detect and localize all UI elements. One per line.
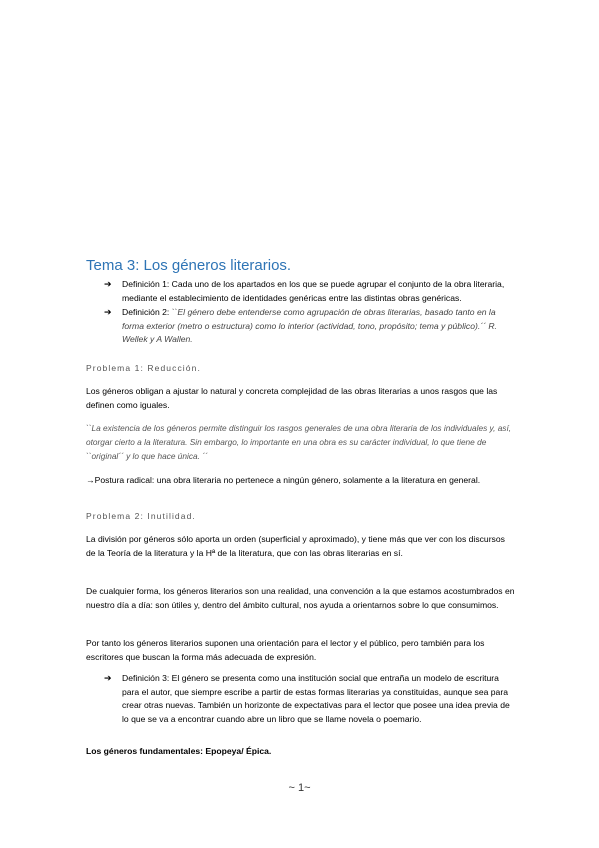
definition-2-text: ``El género debe entenderse como agrupación de obras literarias, basado tanto en la forma exterior (metro o estructura) como lo interior (actividad, tono, propósito; tema y público).´´ R. Wellek y A Wallen. (122, 307, 497, 345)
definition-3-list (104, 672, 514, 726)
postura-radical-paragraph: →Postura radical: una obra literaria no pertenece a ningún género, solamente a la literatura en general. (86, 475, 481, 485)
definition-1-label: Definición 1 (122, 279, 167, 289)
definition-3-text: Definición 3: El género se presenta como una institución social que entraña un modelo de escritura para el autor, que siempre escribe a partir de estas formas literarias ya constituidas, aunque sea para crear otras nuevas. También un horizonte de expectativas para el lector que posee una idea previa de lo que se va a encontrar cuando abre un libro que se llame novela o poemario. (122, 673, 510, 724)
problem-2-heading: Problema 2: Inutilidad. (86, 511, 196, 521)
definition-2-label: Definición 2 (122, 307, 167, 318)
paragraph-3: De cualquier forma, los géneros literarios son una realidad, una convención a la que estamos acostumbrados en nuestro día a día: son útiles y, dentro del ámbito cultural, nos ayuda a orientarnos sobre lo que consumimos. (86, 586, 515, 610)
paragraph-1: Los géneros obligan a ajustar lo natural y concreta complejidad de las obras literarias a unos rasgos que las definen como iguales. (86, 386, 498, 410)
page-title: Tema 3: Los géneros literarios. (86, 257, 292, 274)
definition-2-item (104, 306, 514, 347)
arrow-bullet-icon: ➔ (104, 279, 112, 289)
definition-2-colon: : (166, 307, 172, 318)
quote-paragraph: ``La existencia de los géneros permite distinguir los rasgos generales de una obra literaria de los individuales y, así, otorgar cierto a la literatura. Sin embargo, lo importante en una obra es su carácter individual, lo que tiene de ``original´´ y lo que hace única. ´´ (86, 423, 512, 461)
fundamental-genres-heading: Los géneros fundamentales: Epopeya/ Épica. (86, 746, 272, 756)
definition-3-item (104, 672, 514, 726)
arrow-bullet-icon: ➔ (104, 307, 112, 318)
problem-1-heading: Problema 1: Reducción. (86, 363, 201, 373)
definition-1-item (104, 278, 514, 305)
definition-1-text: : Cada uno de los apartados en los que se puede agrupar el conjunto de la obra literaria, mediante el establecimiento de identidades genéricas entre las distintas obras genéricas. (122, 279, 505, 303)
definitions-list (104, 278, 514, 347)
page-number: ~ 1~ (288, 782, 311, 794)
paragraph-2: La división por géneros sólo aporta un orden (superficial y aproximado), y tiene más que ver con los discursos de la Teoría de la literatura y la Hª de la literatura, que con las obras literarias en sí. (86, 534, 505, 558)
paragraph-4: Por tanto los géneros literarios suponen una orientación para el lector y el público, pero también para los escritores que buscan la forma más adecuada de expresión. (86, 638, 485, 662)
arrow-bullet-icon: ➔ (104, 673, 112, 683)
